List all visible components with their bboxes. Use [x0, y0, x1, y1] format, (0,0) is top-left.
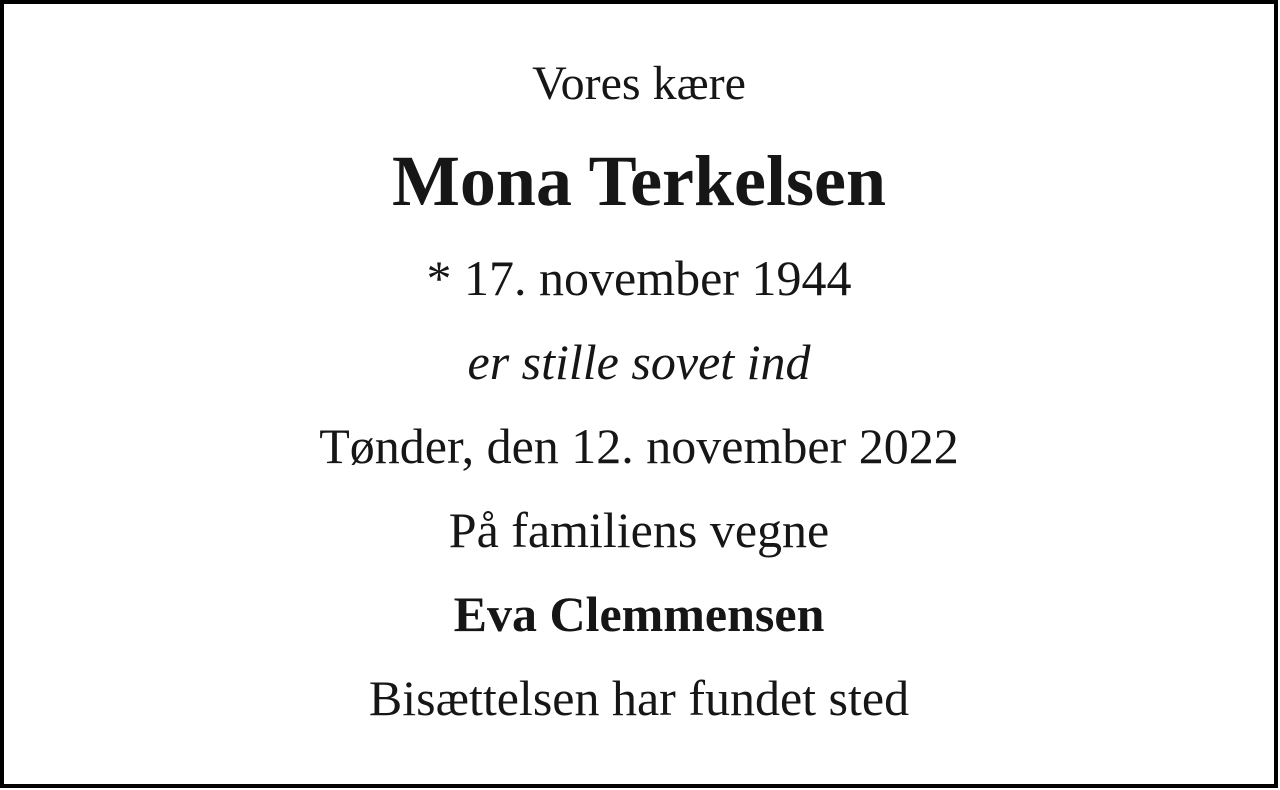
death-phrase-line: er stille sovet ind: [467, 334, 811, 390]
closing-line: Bisættelsen har fundet sted: [368, 670, 910, 726]
signature-name: Eva Clemmensen: [453, 586, 825, 642]
deceased-name: Mona Terkelsen: [391, 141, 887, 221]
place-date-line: Tønder, den 12. november 2022: [319, 418, 959, 474]
on-behalf-line: På familiens vegne: [448, 502, 830, 558]
birth-date-line: * 17. november 1944: [426, 250, 852, 306]
intro-line: Vores kære: [532, 57, 746, 110]
